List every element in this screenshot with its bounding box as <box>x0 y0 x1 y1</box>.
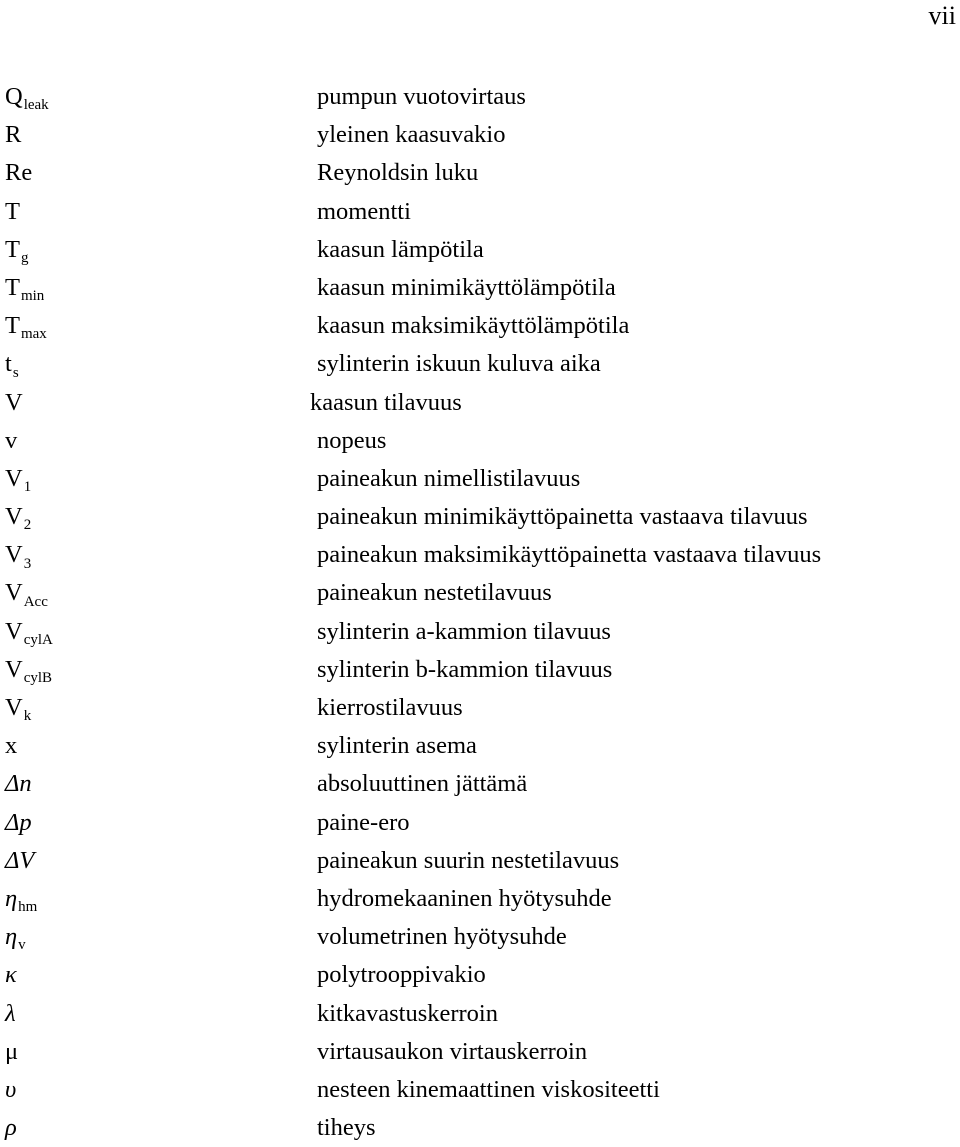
symbol-row <box>5 842 955 880</box>
symbol <box>5 422 17 460</box>
symbol <box>5 460 31 501</box>
symbol-list <box>5 78 955 1147</box>
symbol <box>5 193 20 231</box>
symbol-base: T <box>5 312 20 340</box>
symbol-row <box>5 460 955 498</box>
symbol-row <box>5 78 955 116</box>
symbol-description: paine-ero <box>317 808 410 836</box>
symbol-base: T <box>5 197 20 225</box>
symbol-description: kitkavastuskerroin <box>317 999 498 1027</box>
symbol <box>5 345 19 386</box>
symbol <box>5 116 21 154</box>
symbol-row <box>5 345 955 383</box>
symbol-base: λ <box>5 999 16 1027</box>
symbol <box>5 498 31 539</box>
symbol-base: ρ <box>5 1114 17 1142</box>
symbol <box>5 613 53 654</box>
symbol-subscript: max <box>20 326 47 343</box>
symbol-base: T <box>5 235 20 263</box>
symbol <box>5 536 31 577</box>
symbol-subscript: cylA <box>23 631 53 648</box>
symbol-subscript: min <box>20 288 45 305</box>
symbol-description: absoluuttinen jättämä <box>317 770 528 798</box>
symbol-description: polytrooppivakio <box>317 961 486 989</box>
symbol-subscript: v <box>18 937 26 954</box>
symbol-row <box>5 765 955 803</box>
symbol <box>5 956 17 994</box>
symbol-subscript: g <box>20 250 29 266</box>
symbol-description: tiheys <box>317 1114 376 1142</box>
symbol-base: T <box>5 273 20 301</box>
symbol-subscript: 1 <box>23 479 32 496</box>
symbol <box>5 1071 16 1109</box>
symbol <box>5 842 34 880</box>
symbol <box>5 995 16 1033</box>
symbol-base: V <box>5 541 23 569</box>
symbol-row <box>5 956 955 994</box>
symbol <box>5 154 32 192</box>
symbol-row <box>5 154 955 192</box>
symbol-row <box>5 1071 955 1109</box>
symbol <box>5 1109 17 1147</box>
symbol-row <box>5 384 955 422</box>
symbol <box>5 574 48 615</box>
symbol-row <box>5 574 955 612</box>
symbol-description: kaasun lämpötila <box>317 235 484 263</box>
symbol-row <box>5 804 955 842</box>
symbol <box>5 307 47 348</box>
symbol-description: momentti <box>317 197 411 225</box>
symbol-description: paineakun maksimikäyttöpainetta vastaava tilavuus <box>317 541 822 569</box>
symbol-description: nopeus <box>317 426 387 454</box>
symbol-row <box>5 116 955 154</box>
symbol <box>5 765 32 803</box>
symbol-subscript: s <box>12 364 19 381</box>
symbol-row <box>5 689 955 727</box>
symbol-base: V <box>5 617 23 645</box>
symbol-base: μ <box>5 1037 19 1065</box>
symbol <box>5 78 49 119</box>
symbol-base: x <box>5 732 18 760</box>
symbol-description: paineakun suurin nestetilavuus <box>317 846 620 874</box>
symbol-row <box>5 651 955 689</box>
symbol-base: V <box>5 579 23 607</box>
symbol-description: yleinen kaasuvakio <box>317 121 506 149</box>
symbol-row <box>5 422 955 460</box>
symbol-subscript: 2 <box>23 517 32 534</box>
symbol-description: nesteen kinemaattinen viskositeetti <box>317 1075 660 1103</box>
symbol-row <box>5 307 955 345</box>
symbol <box>5 727 17 765</box>
symbol-row <box>5 880 955 918</box>
symbol-base: Re <box>5 159 33 187</box>
symbol-description: sylinterin a-kammion tilavuus <box>317 617 611 645</box>
symbol-description: hydromekaaninen hyötysuhde <box>317 884 612 912</box>
symbol-row <box>5 269 955 307</box>
symbol-row <box>5 1109 955 1147</box>
symbol-row <box>5 727 955 765</box>
symbol-subscript: 3 <box>23 555 32 572</box>
symbol-base: η <box>5 923 18 951</box>
symbol-subscript: Acc <box>23 593 48 610</box>
symbol-description: sylinterin asema <box>317 732 477 760</box>
symbol-description: kaasun tilavuus <box>310 388 462 416</box>
symbol-row <box>5 498 955 536</box>
symbol-subscript: hm <box>18 899 38 916</box>
symbol-base: V <box>5 694 23 721</box>
symbol-base: υ <box>5 1075 17 1103</box>
symbol-base: V <box>5 464 23 492</box>
symbol <box>5 1033 18 1071</box>
symbol-base: Q <box>5 83 23 110</box>
page-number: vii <box>928 1 956 30</box>
symbol <box>5 689 31 730</box>
symbol-base: Δp <box>5 808 32 836</box>
symbol-base: Δn <box>5 770 32 798</box>
symbol-row <box>5 918 955 956</box>
symbol <box>5 804 32 842</box>
symbol-description: paineakun nimellistilavuus <box>317 464 581 492</box>
symbol <box>5 651 52 692</box>
symbol-description: Reynoldsin luku <box>317 159 479 187</box>
symbol-base: V <box>5 388 23 416</box>
symbol-base: ΔV <box>5 846 35 874</box>
symbol <box>5 918 26 959</box>
symbol <box>5 384 23 422</box>
symbol-row <box>5 1033 955 1071</box>
symbol <box>5 231 28 272</box>
symbol-row <box>5 193 955 231</box>
symbol-base: t <box>5 350 12 378</box>
symbol-row <box>5 231 955 269</box>
symbol-base: V <box>5 655 23 683</box>
symbol-row <box>5 613 955 651</box>
symbol-row <box>5 995 955 1033</box>
symbol-description: volumetrinen hyötysuhde <box>317 923 567 951</box>
symbol-base: V <box>5 503 23 531</box>
symbol-description: kaasun minimikäyttölämpötila <box>317 273 616 301</box>
symbol-description: sylinterin b-kammion tilavuus <box>317 655 613 683</box>
symbol-description: sylinterin iskuun kuluva aika <box>317 350 601 378</box>
symbol-base: R <box>5 121 22 149</box>
symbol-subscript: leak <box>23 97 49 114</box>
symbol-row <box>5 536 955 574</box>
symbol-description: paineakun nestetilavuus <box>317 579 552 607</box>
symbol-description: kierrostilavuus <box>317 694 463 721</box>
symbol-description: kaasun maksimikäyttölämpötila <box>317 312 630 340</box>
symbol <box>5 269 44 310</box>
symbol-description: virtausaukon virtauskerroin <box>317 1037 588 1065</box>
symbol <box>5 880 37 921</box>
symbol-description: paineakun minimikäyttöpainetta vastaava tilavuus <box>317 503 808 531</box>
symbol-subscript: k <box>23 708 32 725</box>
symbol-description: pumpun vuotovirtaus <box>317 83 526 110</box>
symbol-subscript: cylB <box>23 670 53 687</box>
symbol-base: v <box>5 426 18 454</box>
symbol-base: κ <box>5 961 17 989</box>
symbol-base: η <box>5 884 18 912</box>
